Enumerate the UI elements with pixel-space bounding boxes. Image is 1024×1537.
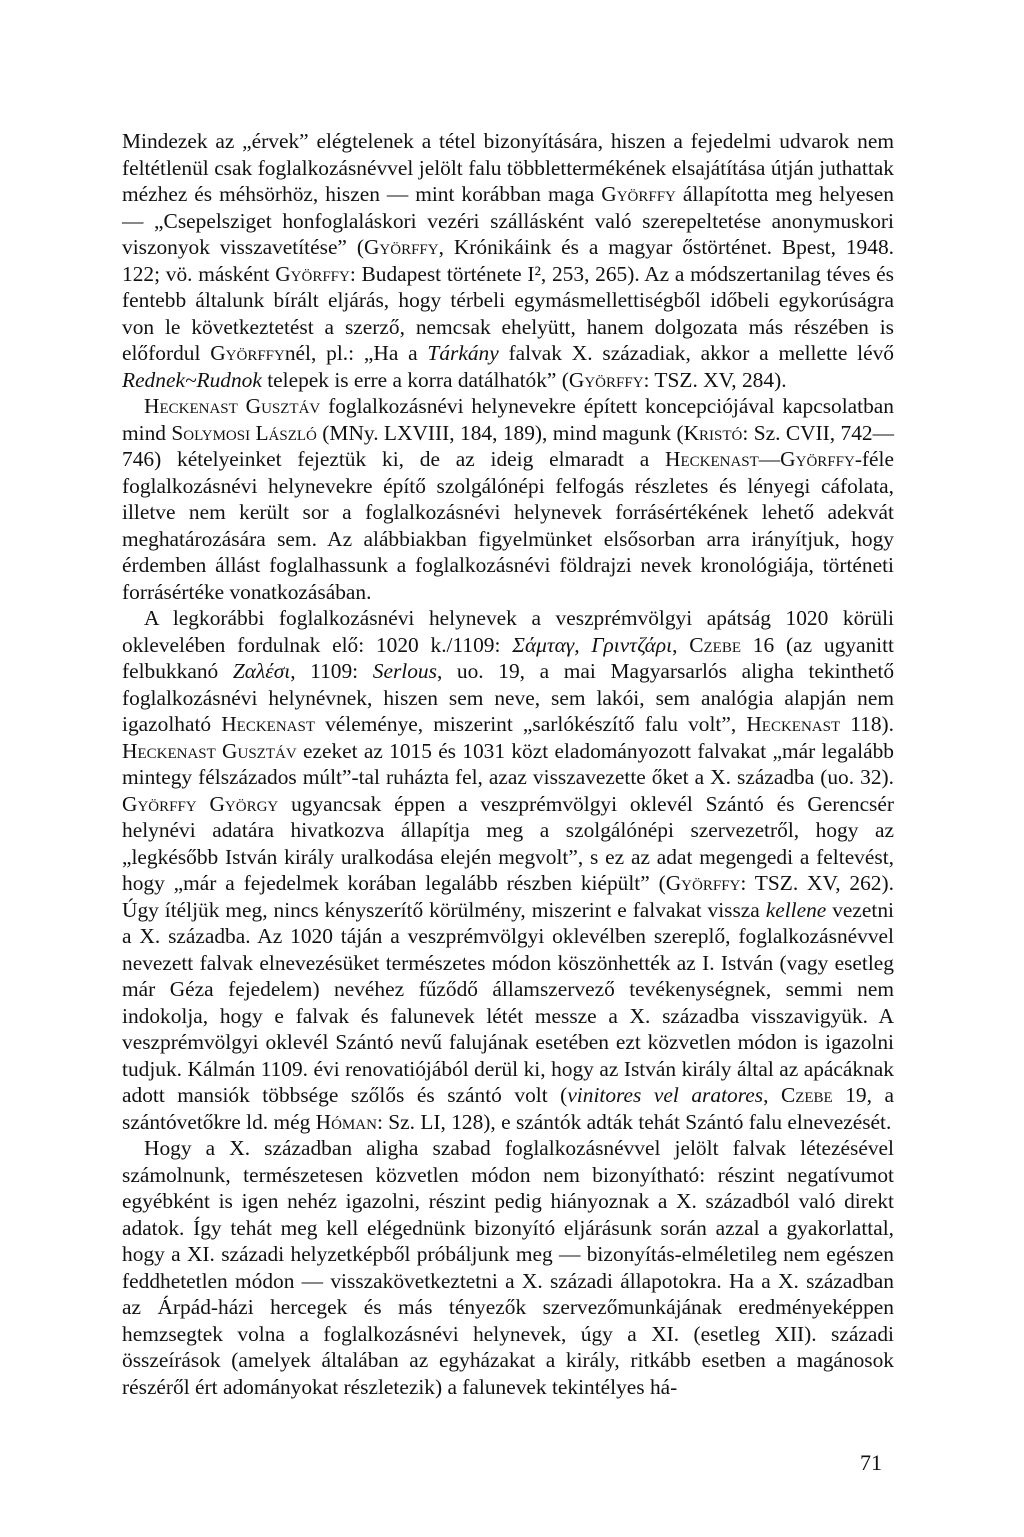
text-run: Mindezek az „érvek” elégtelenek a tétel bizonyítására, hiszen a fejedelmi udvarok nem feltétlenül csak foglalkozásnévvel jelölt falu többlettermékének elsajátítása útján juthattak mézhez és méhsörhöz, hiszen — mint korábban maga	[122, 129, 894, 206]
italic-text: Serlous	[372, 659, 437, 683]
author-name: Györffy	[275, 261, 350, 286]
author-name: Heckenast	[746, 712, 841, 736]
text-run: : TSZ. XV, 262). Úgy ítéljük meg, nincs kényszerítő körülmény, miszerint e falvakat vissza	[122, 871, 894, 922]
author-name: Heckenast Gusztáv	[144, 394, 321, 418]
text-run: : Budapest története I², 253, 265). Az a módszertanilag téves és fentebb általunk bírált eljárás, hogy térbeli egymásmellettiségből időbeli egykorúságra von le következtetést a szerző, nemcsak ehelyütt, hanem dolgozata más részében is előfordul	[122, 261, 894, 365]
italic-text: vinitores vel aratores	[567, 1083, 764, 1107]
text-run: -féle foglalkozásnévi helynevekre építő szolgálónépi felfogás részletes és lényegi cáfolata, illetve nem került sor a foglalkozásnévi helynevek forrásértékének lehető adekvát meghatározására sem. Az alábbiakban figyelmünket elsősorban arra irányítjuk, hogy érdemben állást foglalhassunk a foglalkozásnévi földrajzi nevek kronológiája, történeti forrásértéke vonatkozásában.	[122, 447, 894, 604]
text-run: vezetni a X. századba. Az 1020 táján a veszprémvölgyi oklevélben szereplő, foglalkozásnévvel nevezett falvak elnevezésüket természetes módon köszönhették az I. István (vagy esetleg már Géza fejedelem) nevéhez fűződő államszervező tevékenységnek, semmi nem indokolja, hogy e falvak és falunevek létét messze a X. századba visszavigyük. A veszprémvölgyi oklevél Szántó nevű falujának esetében ezt közvetlen módon is igazolni tudjuk. Kálmán 1109. évi renovatiójából derül ki, hogy az István király által az apácáknak adott mansiók többsége szőlős és szántó volt (	[122, 897, 894, 1107]
text-run: , uo. 19, a mai Magyarsarlós aligha tekinthető foglalkozásnévi helynévnek, hiszen sem neve, sem lakói, sem analógia alapján nem igazolható	[122, 659, 895, 736]
body-text	[122, 128, 894, 1400]
text-run: Hogy a X. században aligha szabad foglalkozásnévvel jelölt falvak létezésével számolnunk, természetesen közvetlen módon nem bizonyítható: részint negatívumot egyébként is igen nehéz igazolni, részint pedig hiányoznak a X. századból való direkt adatok. Így tehát meg kell elégednünk bizonyító eljárásunk során azzal a gyakorlattal, hogy a XI. századi helyzetképből próbáljunk meg — bizonyítás-elméletileg nem egészen feddhetetlen módon — visszakövetkeztetni a X. századi állapotokra. Ha a X. században az Árpád-házi hercegek és más tényezők szervezőmunkájának eredményeképpen hemzsegtek volna a foglalkozásnévi helynevek, úgy a XI. (esetleg XII). századi összeírások (amelyek általában az egyházakat a király, ritkább esetben a magánosok részéről ért adományokat részletezik) a falunevek tekintélyes há-	[122, 1136, 894, 1399]
text-run: A legkorábbi foglalkozásnévi helynevek a veszprémvölgyi apátság 1020 körüli oklevelében fordulnak elő: 1020 k./1109:	[122, 606, 894, 657]
author-name: Györffy	[601, 182, 676, 206]
paragraph	[122, 1135, 894, 1400]
author-name: Czebe	[780, 1083, 833, 1107]
italic-text: Σάμταγ, Γριντζάρι	[512, 632, 673, 657]
italic-text: Tárkány	[427, 341, 499, 365]
author-name: Györffy	[665, 871, 741, 895]
author-name: Györffy	[210, 341, 285, 365]
text-run: véleménye, miszerint „sarlókészítő falu volt”,	[315, 712, 747, 736]
text-run: : TSZ. XV, 284).	[643, 367, 787, 392]
author-name: Heckenast Gusztáv	[122, 738, 297, 763]
author-name: Györffy	[568, 367, 644, 392]
author-name: Kristó	[683, 420, 743, 445]
text-run: nél, pl.: „Ha a	[284, 341, 428, 365]
paragraph	[122, 605, 894, 1135]
text-run: foglalkozásnévi helynevekre épített koncepciójával kapcsolatban mind	[122, 394, 894, 445]
text-run: falvak X. századiak, akkor a mellette lévő	[498, 341, 894, 365]
author-name: Györffy György	[122, 791, 279, 816]
author-name: Hóman	[315, 1109, 377, 1134]
paragraph	[122, 128, 894, 393]
author-name: Heckenast—Györffy	[665, 447, 855, 471]
text-run: , Krónikáink és a magyar őstörténet. Bpest, 1948. 122; vö. másként	[122, 235, 894, 286]
text-run: 19, a szántóvetőkre ld. még	[122, 1083, 894, 1134]
italic-text: Ζαλέσι	[232, 659, 291, 683]
author-name: Solymosi László	[171, 420, 317, 445]
paragraph	[122, 393, 894, 605]
italic-text: Rednek~Rudnok	[122, 367, 262, 392]
page-number: 71	[860, 1450, 882, 1475]
text-run: (MNy. LXVIII, 184, 189), mind magunk (	[316, 420, 684, 445]
italic-text: kellene	[765, 897, 827, 922]
text-run: ezeket az 1015 és 1031 közt eladományozott falvakat „már legalább mintegy félszázados múlt”-tal ruházta fel, azaz visszavezette őket a X. századba (uo. 32).	[122, 738, 894, 789]
text-run: , 1109:	[290, 659, 373, 683]
author-name: Czebe	[689, 632, 742, 657]
text-run: 16 (az ugyanitt felbukkanó	[122, 632, 894, 683]
text-run: ugyancsak éppen a veszprémvölgyi oklevél Szántó és Gerencsér helynévi adatára hivatkozva állapítja meg a szolgálónépi szervezetről, hogy az „legkésőbb István király uralkodása elején megvolt”, s ez az adat megengedi a feltevést, hogy „már a fejedelmek korában legalább részben kiépült” (	[122, 791, 895, 895]
text-run: telepek is erre a korra datálhatók” (	[261, 367, 569, 392]
text-run: 118).	[840, 712, 894, 736]
text-run: ,	[672, 632, 690, 657]
text-run: állapította meg helyesen — „Csepelsziget honfoglaláskori vezéri szállásként való szerepeltetése anonymuskori viszonyok visszavetítése” (	[122, 182, 894, 259]
text-run: : Sz. CVII, 742—746) kételyeinket fejeztük ki, de az ideig elmaradt a	[122, 420, 895, 471]
author-name: Heckenast	[221, 712, 315, 736]
author-name: Györffy	[363, 235, 439, 259]
text-run: : Sz. LI, 128), e szántók adták tehát Szántó falu elnevezését.	[376, 1109, 892, 1134]
text-run: ,	[763, 1083, 781, 1107]
